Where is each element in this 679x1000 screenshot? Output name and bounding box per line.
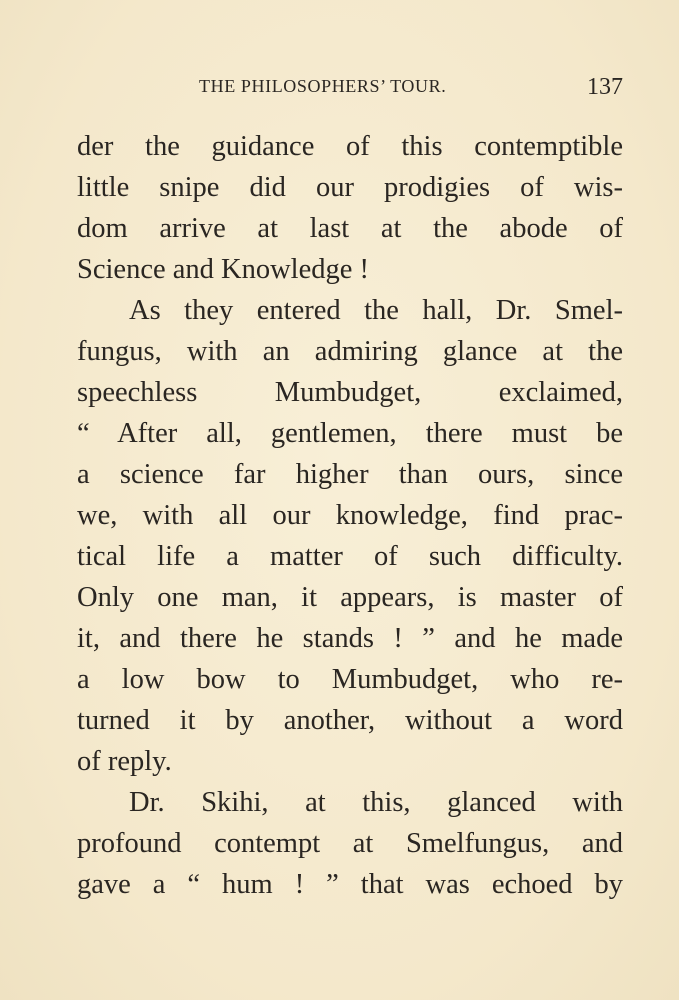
text-line: a low bow to Mumbudget, who re- [77,664,623,695]
text-line: fungus, with an admiring glance at the [77,336,623,367]
text-line: “ After all, gentlemen, there must be [77,418,623,449]
page-number: 137 [587,74,623,100]
text-line: dom arrive at last at the abode of [77,213,623,244]
text-line: Dr. Skihi, at this, glanced with [129,787,623,818]
text-line: As they entered the hall, Dr. Smel- [129,295,623,326]
text-line: it, and there he stands ! ” and he made [77,623,623,654]
text-line: of reply. [77,746,172,777]
text-line: we, with all our knowledge, find prac- [77,500,623,531]
text-line: little snipe did our prodigies of wis- [77,172,623,203]
text-line: tical life a matter of such difficulty. [77,541,623,572]
running-head [77,74,623,104]
running-title: THE PHILOSOPHERS’ TOUR. [199,76,447,96]
text-line: Only one man, it appears, is master of [77,582,623,613]
body-text [77,126,623,905]
text-line: gave a “ hum ! ” that was echoed by [77,869,623,900]
text-line: Science and Knowledge ! [77,254,370,285]
text-line: speechless Mumbudget, exclaimed, [77,377,623,408]
text-line: der the guidance of this contemptible [77,131,623,162]
text-line: a science far higher than ours, since [77,459,623,490]
text-line: profound contempt at Smelfungus, and [77,828,623,859]
text-line: turned it by another, without a word [77,705,623,736]
